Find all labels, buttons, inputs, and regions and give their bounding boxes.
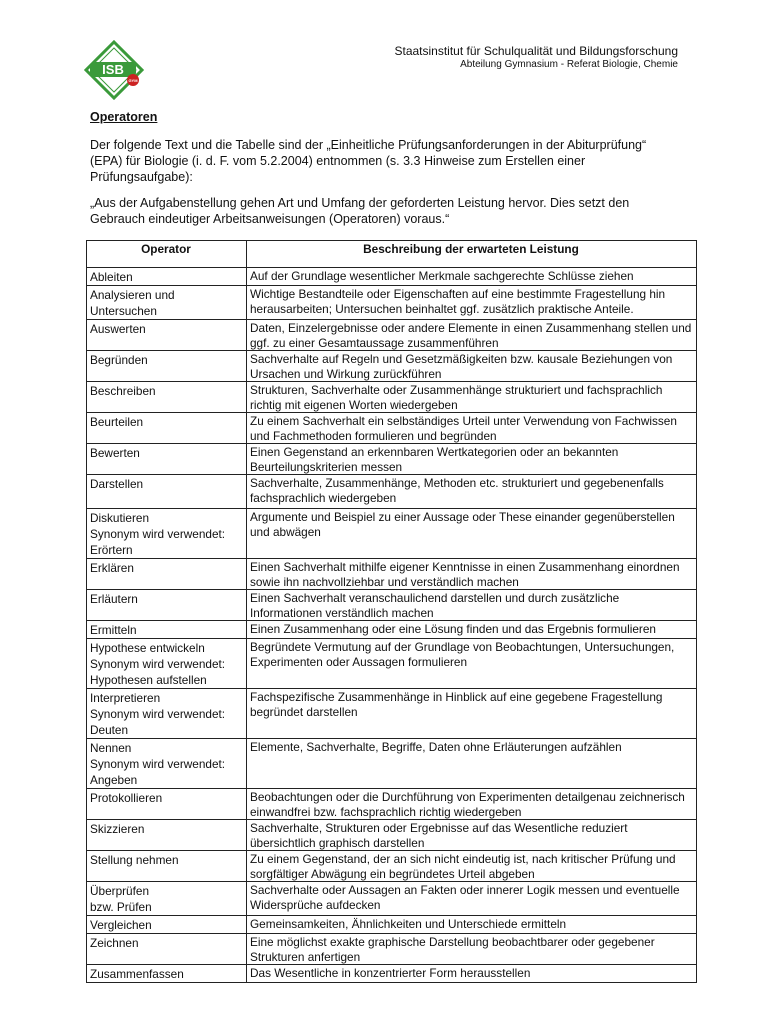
operator-line: Skizzieren [90, 822, 145, 836]
operator-line: Erläutern [90, 592, 138, 606]
description-cell: Elemente, Sachverhalte, Begriffe, Daten ohne Erläuterungen aufzählen [247, 739, 697, 789]
table-row [87, 268, 697, 286]
operator-cell [87, 509, 247, 559]
table-row [87, 444, 697, 475]
table-row [87, 320, 697, 351]
operator-line: bzw. Prüfen [90, 900, 152, 914]
operator-line: Synonym wird verwendet: [90, 527, 226, 541]
operators-table-body [87, 268, 697, 983]
operator-cell [87, 882, 247, 916]
table-row [87, 934, 697, 965]
description-cell: Zu einem Gegenstand, der an sich nicht eindeutig ist, nach kritischer Prüfung und sorgfältiger Abwägung ein begründetes Urteil abgeben [247, 851, 697, 882]
header-operator: Operator [87, 241, 247, 268]
operator-cell [87, 320, 247, 351]
operator-line: Zusammenfassen [90, 967, 184, 981]
table-row [87, 689, 697, 739]
operator-line: Hypothesen aufstellen [90, 673, 207, 687]
operators-table [86, 240, 697, 983]
table-row [87, 621, 697, 639]
description-cell: Das Wesentliche in konzentrierter Form herausstellen [247, 965, 697, 983]
operator-line: Analysieren und [90, 288, 175, 302]
operator-line: Vergleichen [90, 918, 152, 932]
table-header-row [87, 241, 697, 268]
description-cell: Fachspezifische Zusammenhänge in Hinblick auf eine gegebene Fragestellung begründet darstellen [247, 689, 697, 739]
operator-cell [87, 590, 247, 621]
operator-cell [87, 559, 247, 590]
operator-line: Zeichnen [90, 936, 139, 950]
description-cell: Beobachtungen oder die Durchführung von Experimenten detailgenau zeichnerisch einwandfrei bzw. fachsprachlich richtig wiedergeben [247, 789, 697, 820]
operator-cell [87, 965, 247, 983]
table-row [87, 475, 697, 509]
table-row [87, 590, 697, 621]
operator-line: Darstellen [90, 477, 144, 491]
header [394, 44, 678, 72]
operator-line: Bewerten [90, 446, 140, 460]
description-cell: Sachverhalte oder Aussagen an Fakten oder innerer Logik messen und eventuelle Widersprüche aufdecken [247, 882, 697, 916]
table-row [87, 413, 697, 444]
operator-line: Beschreiben [90, 384, 156, 398]
operator-cell [87, 639, 247, 689]
operator-line: Protokollieren [90, 791, 163, 805]
operator-line: Auswerten [90, 322, 146, 336]
isb-logo [84, 40, 144, 100]
operator-line: Beurteilen [90, 415, 144, 429]
operator-cell [87, 444, 247, 475]
operator-cell [87, 621, 247, 639]
operator-line: Überprüfen [90, 884, 150, 898]
operator-line: Angeben [90, 773, 138, 787]
operator-cell [87, 382, 247, 413]
institute-name: Staatsinstitut für Schulqualität und Bildungsforschung [394, 44, 678, 58]
operator-cell [87, 475, 247, 509]
operator-cell [87, 916, 247, 934]
intro-paragraph: Der folgende Text und die Tabelle sind der „Einheitliche Prüfungsanforderungen in der Abiturprüfung“ (EPA) für Biologie (i. d. F. vom 5.2.2004) entnommen (s. 3.3 Hinweise zum Erstellen einer Prüfungsaufgabe): [90, 138, 647, 184]
table-row [87, 882, 697, 916]
description-cell: Strukturen, Sachverhalte oder Zusammenhänge strukturiert und fachsprachlich richtig mit eigenen Worten wiedergeben [247, 382, 697, 413]
table-row [87, 789, 697, 820]
logo-subtext: GYM [128, 78, 138, 83]
description-cell: Einen Zusammenhang oder eine Lösung finden und das Ergebnis formulieren [247, 621, 697, 639]
operator-cell [87, 851, 247, 882]
table-row [87, 286, 697, 320]
description-cell: Sachverhalte, Zusammenhänge, Methoden etc. strukturiert und gegebenenfalls fachsprachlich wiedergeben [247, 475, 697, 509]
table-row [87, 509, 697, 559]
table-row [87, 851, 697, 882]
operator-line: Diskutieren [90, 511, 150, 525]
operator-line: Erörtern [90, 543, 133, 557]
description-cell: Sachverhalte auf Regeln und Gesetzmäßigkeiten bzw. kausale Beziehungen von Ursachen und Wirkung zurückführen [247, 351, 697, 382]
description-cell: Daten, Einzelergebnisse oder andere Elemente in einen Zusammenhang stellen und ggf. zu einer Gesamtaussage zusammenführen [247, 320, 697, 351]
operator-line: Ableiten [90, 270, 133, 284]
table-row [87, 639, 697, 689]
description-cell: Argumente und Beispiel zu einer Aussage oder These einander gegenüberstellen und abwägen [247, 509, 697, 559]
description-cell: Einen Sachverhalt mithilfe eigener Kenntnisse in einen Zusammenhang einordnen sowie ihn nachvollziehbar und verständlich machen [247, 559, 697, 590]
operator-line: Stellung nehmen [90, 853, 179, 867]
operator-cell [87, 286, 247, 320]
operator-cell [87, 820, 247, 851]
table-row [87, 916, 697, 934]
operator-line: Nennen [90, 741, 132, 755]
operator-cell [87, 689, 247, 739]
operator-cell [87, 351, 247, 382]
operator-line: Synonym wird verwendet: [90, 757, 226, 771]
operator-line: Synonym wird verwendet: [90, 657, 226, 671]
operator-cell [87, 268, 247, 286]
operator-line: Ermitteln [90, 623, 137, 637]
operator-cell [87, 934, 247, 965]
description-cell: Auf der Grundlage wesentlicher Merkmale sachgerechte Schlüsse ziehen [247, 268, 697, 286]
operator-line: Untersuchen [90, 304, 157, 318]
operator-line: Begründen [90, 353, 148, 367]
header-description: Beschreibung der erwarteten Leistung [247, 241, 697, 268]
table-row [87, 820, 697, 851]
operator-line: Synonym wird verwendet: [90, 707, 226, 721]
table-row [87, 351, 697, 382]
operator-line: Erklären [90, 561, 134, 575]
description-cell: Einen Sachverhalt veranschaulichend darstellen und durch zusätzliche Informationen verständlich machen [247, 590, 697, 621]
description-cell: Zu einem Sachverhalt ein selbständiges Urteil unter Verwendung von Fachwissen und Fachmethoden formulieren und begründen [247, 413, 697, 444]
table-row [87, 739, 697, 789]
logo-text: ISB [102, 62, 124, 77]
table-row [87, 559, 697, 590]
table-row [87, 965, 697, 983]
description-cell: Sachverhalte, Strukturen oder Ergebnisse auf das Wesentliche reduziert übersichtlich graphisch darstellen [247, 820, 697, 851]
operator-line: Deuten [90, 723, 129, 737]
operator-cell [87, 789, 247, 820]
operator-line: Interpretieren [90, 691, 161, 705]
department-name: Abteilung Gymnasium - Referat Biologie, Chemie [460, 59, 678, 70]
description-cell: Eine möglichst exakte graphische Darstellung beobachtbarer oder gegebener Strukturen anfertigen [247, 934, 697, 965]
table-row [87, 382, 697, 413]
description-cell: Einen Gegenstand an erkennbaren Wertkategorien oder an bekannten Beurteilungskriterien messen [247, 444, 697, 475]
operator-cell [87, 413, 247, 444]
quote-paragraph: „Aus der Aufgabenstellung gehen Art und Umfang der geforderten Leistung hervor. Dies setzt den Gebrauch eindeutiger Arbeitsanweisungen (Operatoren) voraus.“ [90, 196, 630, 226]
description-cell: Begründete Vermutung auf der Grundlage von Beobachtungen, Untersuchungen, Experimenten oder Aussagen formulieren [247, 639, 697, 689]
operator-line [90, 492, 242, 508]
page-title: Operatoren [90, 110, 158, 124]
description-cell: Gemeinsamkeiten, Ähnlichkeiten und Unterschiede ermitteln [247, 916, 697, 934]
operator-line: Hypothese entwickeln [90, 641, 205, 655]
operator-cell [87, 739, 247, 789]
description-cell: Wichtige Bestandteile oder Eigenschaften auf eine bestimmte Fragestellung hin herausarbeiten; Untersuchen beinhaltet ggf. zusätzlich praktische Anteile. [247, 286, 697, 320]
